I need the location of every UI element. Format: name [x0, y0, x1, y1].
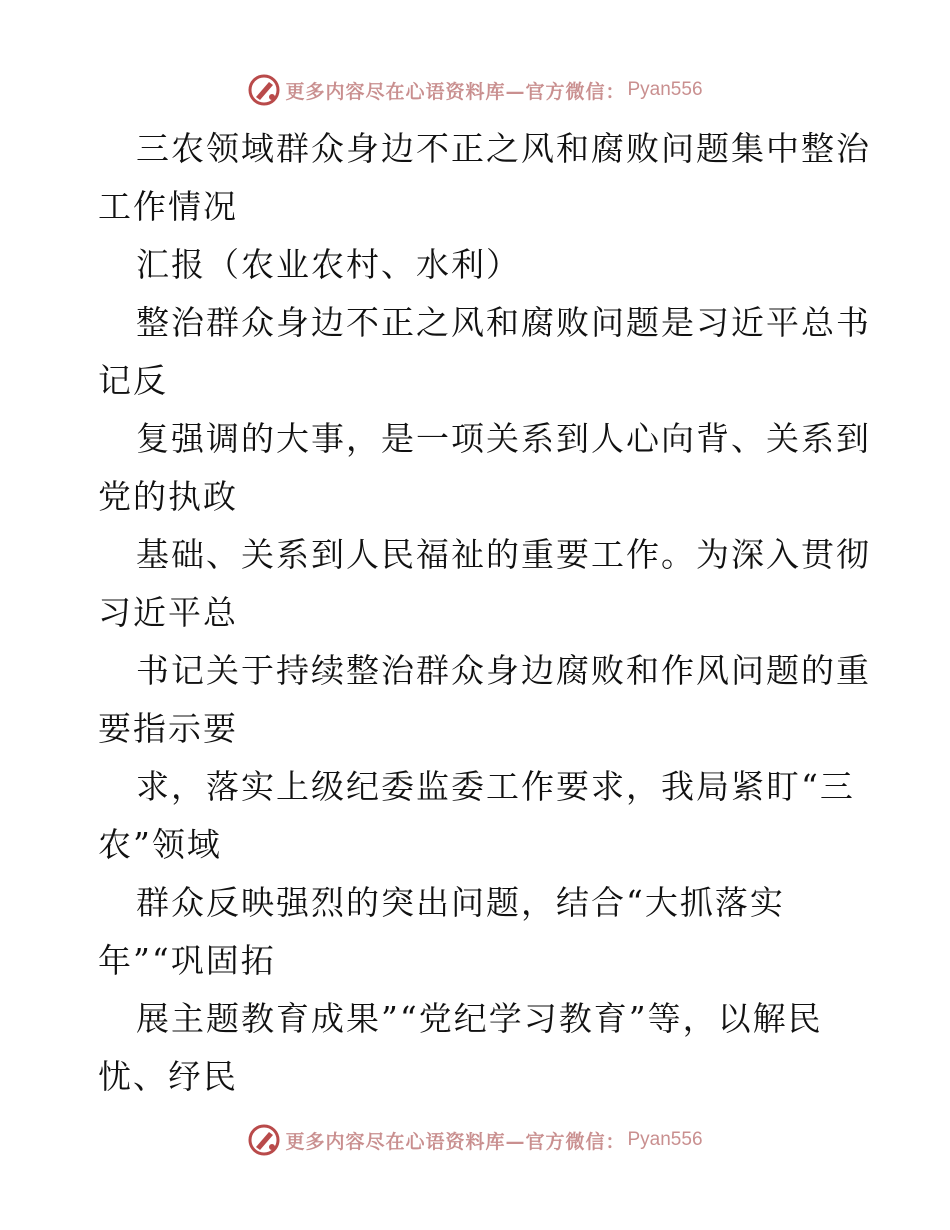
text-line: 汇报（农业农村、水利）: [136, 245, 521, 284]
text-line: 展主题教育成果”“党纪学习教育”等，以解民: [136, 999, 823, 1038]
banner-wechat-id: Pyan556: [627, 1129, 703, 1150]
text-line: 要指示要: [98, 709, 238, 748]
text-line: 群众反映强烈的突出问题，结合“大抓落实: [136, 883, 785, 922]
document-body: [98, 120, 871, 1106]
banner-wechat-id: Pyan556: [627, 79, 703, 100]
banner-text: 更多内容尽在心语资料库—官方微信：: [285, 80, 626, 103]
text-line: 整治群众身边不正之风和腐败问题是习近平总书: [136, 303, 871, 342]
footer-banner: [0, 1120, 950, 1160]
text-line: 党的执政: [98, 477, 238, 516]
text-line: 农”领域: [98, 825, 222, 864]
text-line: 基础、关系到人民福祉的重要工作。为深入贯彻: [136, 535, 871, 574]
text-line: 习近平总: [98, 593, 238, 632]
text-line: 求，落实上级纪委监委工作要求，我局紧盯“三: [136, 767, 855, 806]
text-line: 复强调的大事，是一项关系到人心向背、关系到: [136, 419, 871, 458]
text-line: 年”“巩固拓: [98, 941, 276, 980]
banner-text: 更多内容尽在心语资料库—官方微信：: [285, 1130, 626, 1153]
text-line: 忧、纾民: [98, 1057, 238, 1096]
header-banner: [0, 70, 950, 110]
text-line: 记反: [98, 361, 168, 400]
text-line: 工作情况: [98, 187, 238, 226]
pen-logo-icon: [247, 1123, 281, 1157]
text-line: 三农领域群众身边不正之风和腐败问题集中整治: [136, 129, 871, 168]
pen-logo-icon: [247, 73, 281, 107]
text-line: 书记关于持续整治群众身边腐败和作风问题的重: [136, 651, 871, 690]
